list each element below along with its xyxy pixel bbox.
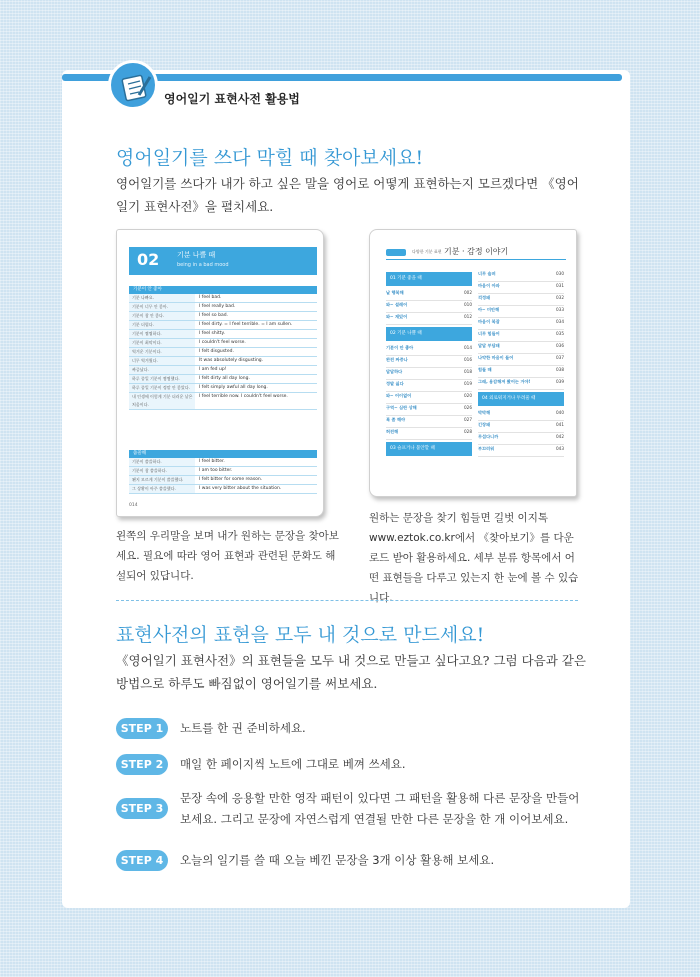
step-2-badge: STEP 2 bbox=[116, 754, 168, 775]
toc-item-name: 힘들 때 bbox=[478, 367, 492, 372]
korean-cell: 왠지 모르게 기분이 씁쓸했다. bbox=[129, 476, 195, 484]
toc-item-page: 039 bbox=[556, 379, 564, 384]
toc-item bbox=[478, 445, 564, 457]
toc-item-name: 아~ 미안해 bbox=[478, 307, 500, 312]
table-row bbox=[129, 476, 317, 485]
step-3-badge: STEP 3 bbox=[116, 798, 168, 819]
toc-item-page: 031 bbox=[556, 283, 564, 288]
korean-cell: 기분이 참 씁쓸하다. bbox=[129, 467, 195, 475]
toc-item-page: 027 bbox=[464, 417, 472, 422]
table-row bbox=[129, 321, 317, 330]
korean-cell: 기분이 너무 안 좋아. bbox=[129, 303, 195, 311]
toc-item-name: 부끄러워 bbox=[478, 446, 495, 451]
toc-item-page: 032 bbox=[556, 295, 564, 300]
page-header-title: 영어일기 표현사전 활용법 bbox=[164, 92, 300, 106]
toc-item bbox=[478, 354, 564, 366]
korean-cell: 기분이 찝찝하다. bbox=[129, 330, 195, 338]
toc-section-header: 04 외로워지거나 두려울 때 bbox=[478, 392, 564, 406]
toc-item-name: 걱정돼 bbox=[478, 295, 491, 300]
toc-item-name: 마음이 복잡 bbox=[478, 319, 500, 324]
english-cell: I feel terrible now. I couldn't feel worse. bbox=[199, 394, 288, 399]
caption-left: 왼쪽의 우리말을 보며 내가 원하는 문장을 찾아보세요. 필요에 따라 영어 표현과 관련된 문화도 해설되어 있답니다. bbox=[116, 530, 339, 582]
toc-item bbox=[386, 301, 472, 313]
table-row bbox=[129, 294, 317, 303]
english-cell: I felt simply awful all day long. bbox=[199, 385, 268, 390]
table-row bbox=[129, 339, 317, 348]
table-row bbox=[129, 348, 317, 357]
toc-item bbox=[386, 344, 472, 356]
toc-label-pill bbox=[386, 249, 406, 256]
caption-right: 원하는 문장을 찾기 힘들면 길벗 이지톡 www.eztok.co.kr에서 《찾아보기》를 다운로드 받아 활용하세요. 세부 분류 항목에서 어떤 표현들을 다루고 있는지 한 눈에 볼 수 있습니다. bbox=[369, 512, 579, 604]
toc-right-column bbox=[478, 270, 564, 457]
toc-item bbox=[478, 366, 564, 378]
toc-item-name: 구역~ 심란 상해 bbox=[386, 405, 417, 410]
toc-item-name: 기분이 안 좋아 bbox=[386, 345, 414, 350]
toc-item-name: 복 좀 해야 bbox=[386, 417, 406, 422]
toc-item-name: 긴장돼 bbox=[478, 422, 491, 427]
toc-item bbox=[478, 378, 564, 390]
english-cell: I felt bitter for some reason. bbox=[199, 477, 263, 482]
toc-item-page: 019 bbox=[464, 381, 472, 386]
toc-item-page: 002 bbox=[464, 290, 472, 295]
toc-item-name: 허전해 bbox=[386, 429, 399, 434]
section1-paragraph: 영어일기를 쓰다가 내가 하고 싶은 말을 영어로 어떻게 표현하는지 모르겠다면 《영어일기 표현사전》을 펼치세요. bbox=[116, 176, 579, 214]
step-4-badge: STEP 4 bbox=[116, 850, 168, 871]
toc-item-name: 답답 부담돼 bbox=[478, 343, 500, 348]
toc-item bbox=[478, 306, 564, 318]
toc-item-page: 030 bbox=[556, 271, 564, 276]
toc-item-name: 정말 싫다 bbox=[386, 381, 404, 386]
english-cell: I felt disgusted. bbox=[199, 349, 234, 354]
step-2-text: 매일 한 페이지씩 노트에 그대로 베껴 쓰세요. bbox=[180, 757, 406, 771]
toc-item bbox=[478, 294, 564, 306]
toc-item bbox=[478, 433, 564, 445]
english-cell: I feel really bad. bbox=[199, 304, 236, 309]
korean-cell: 기분 더럽다. bbox=[129, 321, 195, 329]
toc-item-name: 너무 슬퍼 bbox=[478, 271, 496, 276]
toc-item bbox=[478, 330, 564, 342]
toc-item bbox=[386, 392, 472, 404]
toc-item bbox=[386, 416, 472, 428]
toc-item-name: 마음이 아파 bbox=[478, 283, 500, 288]
step-1-text: 노트를 한 권 준비하세요. bbox=[180, 721, 306, 735]
korean-cell: 기분이 참 안 좋다. bbox=[129, 312, 195, 320]
toc-left-column bbox=[386, 270, 472, 459]
expression-table-2 bbox=[129, 450, 317, 494]
korean-cell: 하루 종일 기분이 정말 안 좋았다. bbox=[129, 384, 195, 392]
toc-item-page: 043 bbox=[556, 446, 564, 451]
toc-item bbox=[386, 289, 472, 301]
toc-item-name: 나약한 마음이 들어 bbox=[478, 355, 514, 360]
english-cell: I was very bitter about the situation. bbox=[199, 486, 282, 491]
table-row bbox=[129, 467, 317, 476]
dictionary-page-preview bbox=[116, 229, 324, 517]
chapter-banner bbox=[129, 247, 317, 275]
table-row bbox=[129, 384, 317, 393]
toc-item-page: 016 bbox=[464, 357, 472, 362]
toc-item bbox=[386, 380, 472, 392]
toc-item-page: 028 bbox=[464, 429, 472, 434]
english-cell: I feel dirty. = I feel terrible. = I am sullen. bbox=[199, 322, 293, 327]
section1-title: 영어일기를 쓰다 막힐 때 찾아보세요! bbox=[116, 147, 424, 169]
english-cell: I feel so bad. bbox=[199, 313, 228, 318]
table-row bbox=[129, 485, 317, 494]
table-row bbox=[129, 303, 317, 312]
table-header: 씁쓸해 bbox=[129, 450, 317, 458]
toc-item-page: 020 bbox=[464, 393, 472, 398]
step-1-badge: STEP 1 bbox=[116, 718, 168, 739]
korean-cell: 기분이 씁쓸하다. bbox=[129, 458, 195, 466]
table-row bbox=[129, 375, 317, 384]
toc-item-name: 완전 짜증나 bbox=[386, 357, 408, 362]
toc-item-page: 026 bbox=[464, 405, 472, 410]
toc-item-name: 막막해 bbox=[478, 410, 491, 415]
toc-item-page: 040 bbox=[556, 410, 564, 415]
toc-item bbox=[386, 404, 472, 416]
table-row bbox=[129, 312, 317, 321]
english-cell: I felt dirty all day long. bbox=[199, 376, 250, 381]
toc-item bbox=[478, 342, 564, 354]
table-row bbox=[129, 357, 317, 366]
english-cell: I am too bitter. bbox=[199, 468, 233, 473]
toc-item-name: 그래, 용감해져 봤어는 거야! bbox=[478, 379, 531, 384]
toc-page-preview bbox=[369, 229, 577, 497]
toc-item-name: 답답하다 bbox=[386, 369, 403, 374]
korean-cell: 하루 종일 기분이 찜찜했다. bbox=[129, 375, 195, 383]
toc-item bbox=[386, 313, 472, 325]
table-row bbox=[129, 366, 317, 375]
table-row bbox=[129, 330, 317, 339]
toc-title: 기분 · 감정 이야기 bbox=[444, 247, 509, 256]
english-cell: I am fed up! bbox=[199, 367, 227, 372]
korean-cell: 짜증났다. bbox=[129, 366, 195, 374]
toc-item-name: 와~ 어이없어 bbox=[386, 393, 412, 398]
toc-item bbox=[478, 282, 564, 294]
toc-item-name: 무섭다니까 bbox=[478, 434, 499, 439]
table-row bbox=[129, 393, 317, 410]
toc-item-page: 038 bbox=[556, 367, 564, 372]
table-header: 기분이 안 좋아 bbox=[129, 286, 317, 294]
toc-item-name: 와~ 재밌어 bbox=[386, 314, 408, 319]
korean-cell: 너무 역겨웠다. bbox=[129, 357, 195, 365]
expression-table-1 bbox=[129, 286, 317, 410]
toc-item bbox=[386, 368, 472, 380]
toc-item-page: 035 bbox=[556, 331, 564, 336]
toc-item-page: 018 bbox=[464, 369, 472, 374]
chapter-title: 기분 나쁠 때 bbox=[177, 251, 216, 259]
toc-item bbox=[478, 409, 564, 421]
toc-item bbox=[386, 356, 472, 368]
chapter-number: 02 bbox=[137, 250, 160, 269]
section2-paragraph: 《영어일기 표현사전》의 표현들을 모두 내 것으로 만들고 싶다고요? 그럼 다음과 같은 방법으로 하루도 빠짐없이 영어일기를 써보세요. bbox=[116, 653, 586, 691]
toc-item bbox=[478, 270, 564, 282]
toc-item-name: 너무 힘들어 bbox=[478, 331, 500, 336]
english-cell: I feel shitty. bbox=[199, 331, 225, 336]
english-cell: I couldn't feel worse. bbox=[199, 340, 246, 345]
section2-title: 표현사전의 표현을 모두 내 것으로 만드세요! bbox=[116, 624, 485, 646]
toc-header bbox=[386, 246, 566, 260]
english-cell: I feel bitter. bbox=[199, 459, 225, 464]
toc-small-label: 다양한 기분 표현 bbox=[412, 249, 442, 254]
toc-item bbox=[478, 318, 564, 330]
toc-item-page: 014 bbox=[464, 345, 472, 350]
english-cell: It was absolutely disgusting. bbox=[199, 358, 264, 363]
toc-section-header: 01 기분 좋을 때 bbox=[386, 272, 472, 286]
toc-item-page: 042 bbox=[556, 434, 564, 439]
page-number: 014 bbox=[129, 503, 138, 508]
step-4-text: 오늘의 일기를 쓸 때 오늘 베낀 문장을 3개 이상 활용해 보세요. bbox=[180, 853, 495, 867]
toc-item-page: 033 bbox=[556, 307, 564, 312]
korean-cell: 그 상황이 아주 씁쓸했다. bbox=[129, 485, 195, 493]
toc-item-page: 041 bbox=[556, 422, 564, 427]
toc-item-page: 010 bbox=[464, 302, 472, 307]
korean-cell: 기분 나빠요. bbox=[129, 294, 195, 302]
toc-item bbox=[386, 428, 472, 440]
toc-item-name: 와~ 설레어 bbox=[386, 302, 408, 307]
korean-cell: 역겨운 기분이다. bbox=[129, 348, 195, 356]
notebook-badge bbox=[108, 60, 158, 110]
toc-item-page: 034 bbox=[556, 319, 564, 324]
english-cell: I feel bad. bbox=[199, 295, 222, 300]
toc-item-page: 012 bbox=[464, 314, 472, 319]
toc-item-name: 날 행복해 bbox=[386, 290, 404, 295]
korean-cell: 기분이 최악이다. bbox=[129, 339, 195, 347]
toc-item bbox=[478, 421, 564, 433]
toc-section-header: 02 기분 나쁠 때 bbox=[386, 327, 472, 341]
toc-item-page: 036 bbox=[556, 343, 564, 348]
toc-item-page: 037 bbox=[556, 355, 564, 360]
chapter-subtitle: being in a bad mood bbox=[177, 262, 229, 268]
korean-cell: 내 인생에 이렇게 기분 더러운 날은 처음이다. bbox=[129, 393, 195, 409]
notebook-pencil-icon bbox=[119, 71, 153, 105]
section-divider bbox=[116, 600, 578, 601]
toc-section-header: 03 슬프거나 불안할 때 bbox=[386, 442, 472, 456]
step-3-text: 문장 속에 응용할 만한 영작 패턴이 있다면 그 패턴을 활용해 다른 문장을 만들어 보세요. 그리고 문장에 자연스럽게 연결될 만한 다른 문장을 한 개 이어보세요. bbox=[180, 791, 580, 826]
table-row bbox=[129, 458, 317, 467]
